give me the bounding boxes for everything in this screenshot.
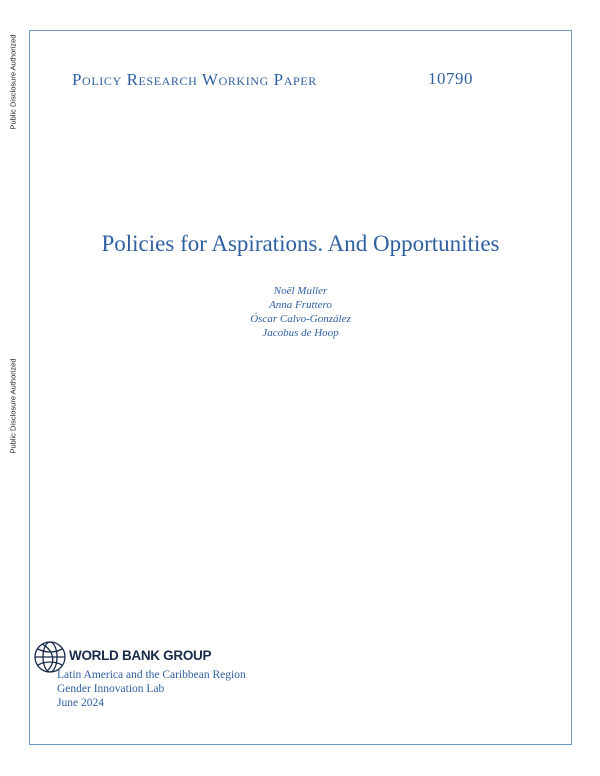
- unit-name: Gender Innovation Lab: [57, 683, 165, 695]
- paper-number: 10790: [428, 69, 473, 88]
- series-title: Policy Research Working Paper: [72, 70, 317, 89]
- disclosure-label-middle: Public Disclosure Authorized: [8, 358, 18, 454]
- footer-info: [57, 668, 246, 710]
- author-name: Anna Fruttero: [269, 299, 332, 311]
- author-name: Óscar Calvo-González: [250, 313, 351, 325]
- paper-title: Policies for Aspirations. And Opportunities: [101, 231, 500, 256]
- organization-name: WORLD BANK GROUP: [69, 648, 212, 663]
- region-name: Latin America and the Caribbean Region: [57, 669, 246, 681]
- disclosure-label-top: Public Disclosure Authorized: [8, 34, 18, 130]
- cover-frame: [29, 30, 572, 745]
- author-name: Jacobus de Hoop: [262, 327, 339, 339]
- author-name: Noël Muller: [273, 285, 328, 297]
- publication-date: June 2024: [57, 697, 104, 709]
- author-list: [29, 284, 572, 340]
